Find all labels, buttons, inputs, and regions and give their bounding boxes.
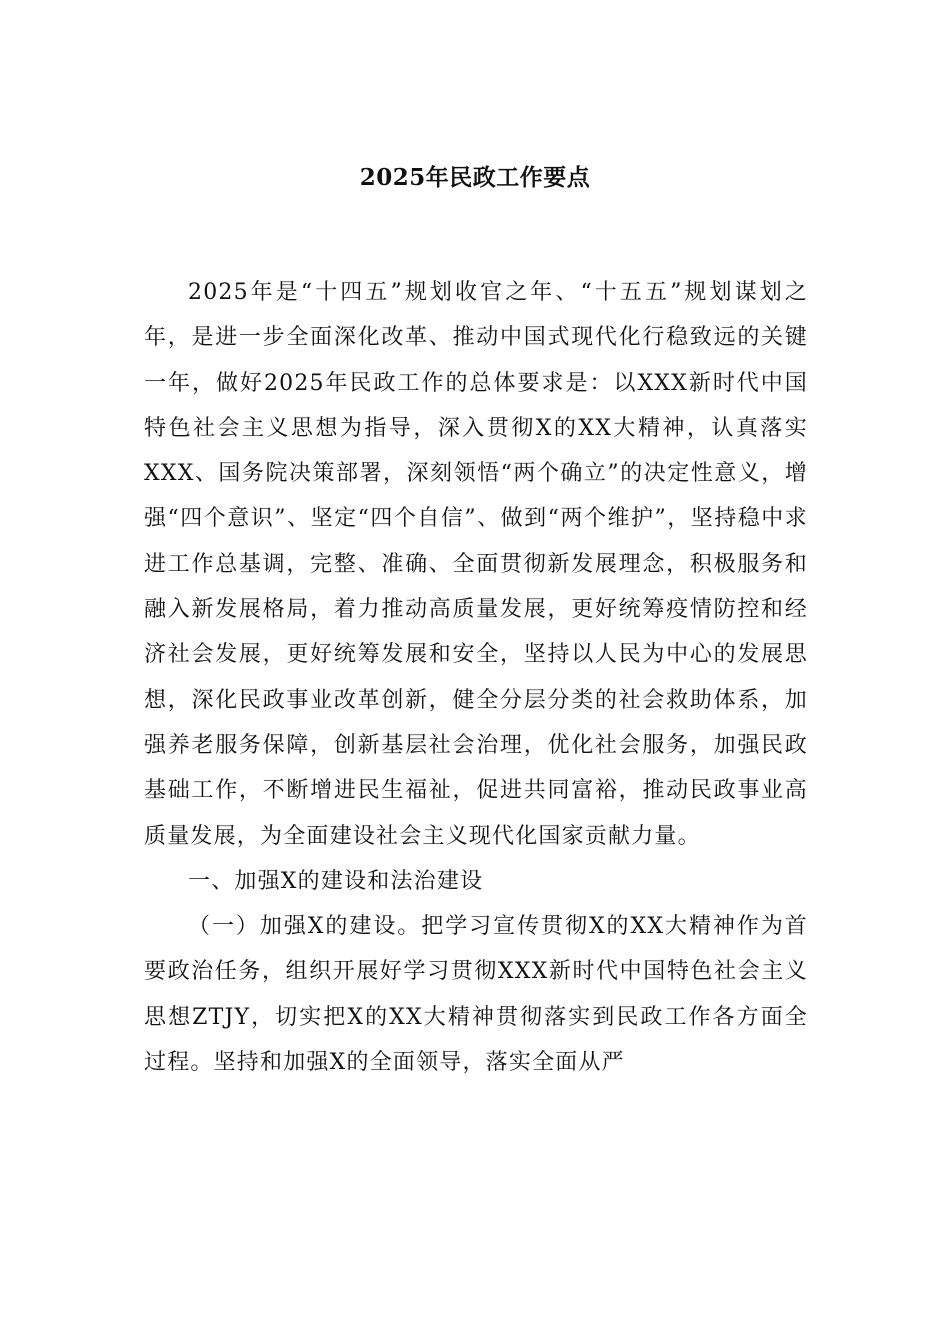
subsection-paragraph: （一）加强X的建设。把学习宣传贯彻X的XX大精神作为首要政治任务，组织开展好学习贯彻XXX新时代中国特色社会主义思想ZTJY，切实把X的XX大精神贯彻落实到民政工作各方面全过程。坚持和加强X的全面领导，落实全面从严 bbox=[144, 914, 808, 1076]
section-heading: 一、加强X的建设和法治建设 bbox=[188, 868, 484, 894]
document-title: 2025年民政工作要点 bbox=[359, 164, 591, 191]
document-body bbox=[144, 270, 808, 1085]
intro-paragraph: 2025年是“十四五”规划收官之年、“十五五”规划谋划之年，是进一步全面深化改革、推动中国式现代化行稳致远的关键一年，做好2025年民政工作的总体要求是：以XXX新时代中国特色社会主义思想为指导，深入贯彻X的XX大精神，认真落实XXX、国务院决策部署，深刻领悟“两个确立”的决定性意义，增强“四个意识”、坚定“四个自信”、做到“两个维护”，坚持稳中求进工作总基调，完整、准确、全面贯彻新发展理念，积极服务和融入新发展格局，着力推动高质量发展，更好统筹疫情防控和经济社会发展，更好统筹发展和安全，坚持以人民为中心的发展思想，深化民政事业改革创新，健全分层分类的社会救助体系，加强养老服务保障，创新基层社会治理，优化社会服务，加强民政基础工作，不断增进民生福祉，促进共同富裕，推动民政事业高质量发展，为全面建设社会主义现代化国家贡献力量。 bbox=[144, 280, 808, 849]
